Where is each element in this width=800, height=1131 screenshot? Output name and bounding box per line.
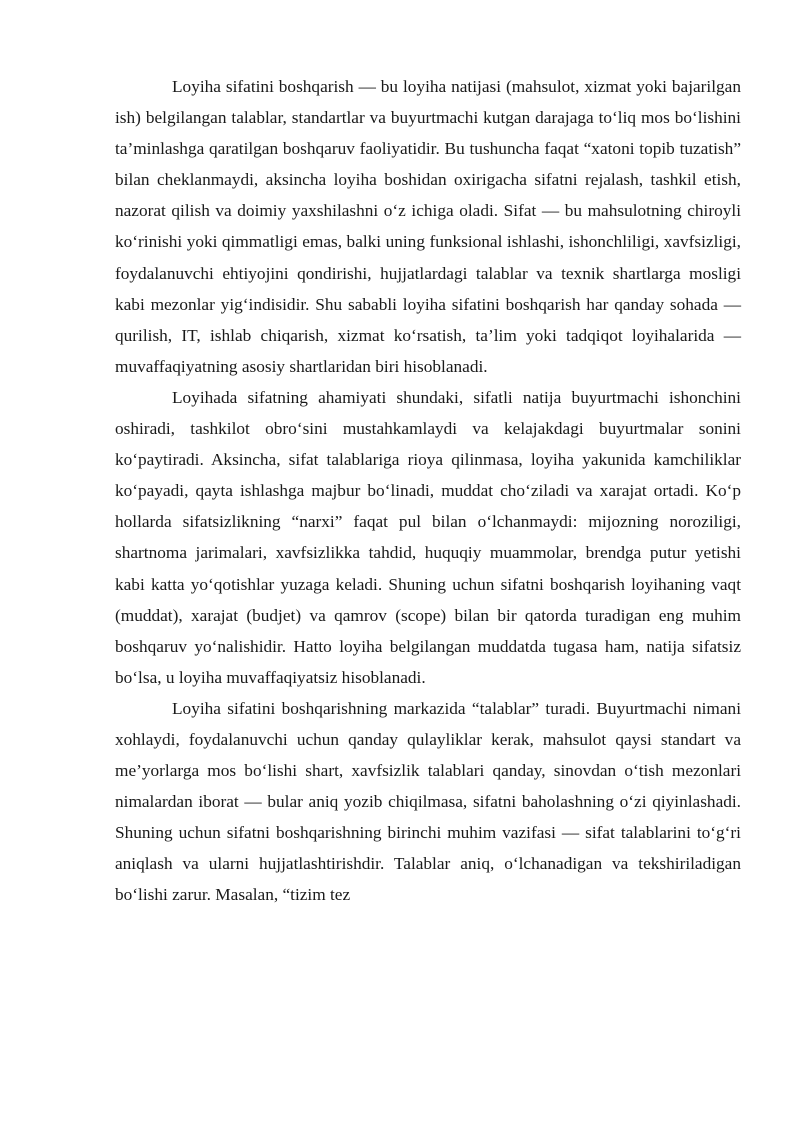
paragraph-requirements: Loyiha sifatini boshqarishning markazida “talablar” turadi. Buyurtmachi nimani xohlaydi, foydalanuvchi uchun qanday qulayliklar kerak, mahsulot qaysi standart va me’yorlarga mos bo‘lishi shart, xavfsizlik talablari qanday, sinovdan o‘tish mezonlari nimalardan iborat — bular aniq yozib chiqilmasa, sifatni baholashning o‘zi qiyinlashadi. Shuning uchun sifatni boshqarishning birinchi muhim vazifasi — sifat talablarini to‘g‘ri aniqlash va ularni hujjatlashtirishdir. Talablar aniq, o‘lchanadigan va tekshiriladigan bo‘lishi zarur. Masalan, “tizim tez	[115, 698, 741, 905]
document-body	[115, 71, 741, 911]
paragraph-quality-management-definition: Loyiha sifatini boshqarish — bu loyiha natijasi (mahsulot, xizmat yoki bajarilgan ish) belgilangan talablar, standartlar va buyurtmachi kutgan darajaga to‘liq mos bo‘lishini ta’minlashga qaratilgan boshqaruv faoliyatidir. Bu tushuncha faqat “xatoni topib tuzatish” bilan cheklanmaydi, aksincha loyiha boshidan oxirigacha sifatni rejalash, tashkil etish, nazorat qilish va doimiy yaxshilashni o‘z ichiga oladi. Sifat — bu mahsulotning chiroyli ko‘rinishi yoki qimmatligi emas, balki uning funksional ishlashi, ishonchliligi, xavfsizligi, foydalanuvchi ehtiyojini qondirishi, hujjatlardagi talablar va texnik shartlarga mosligi kabi mezonlar yig‘indisidir. Shu sababli loyiha sifatini boshqarish har qanday sohada — qurilish, IT, ishlab chiqarish, xizmat ko‘rsatish, ta’lim yoki tadqiqot loyihalarida — muvaffaqiyatning asosiy shartlaridan biri hisoblanadi.	[115, 77, 741, 376]
paragraph-quality-importance: Loyihada sifatning ahamiyati shundaki, sifatli natija buyurtmachi ishonchini oshiradi, tashkilot obro‘sini mustahkamlaydi va kelajakdagi buyurtmalar sonini ko‘paytiradi. Aksincha, sifat talablariga rioya qilinmasa, loyiha yakunida kamchiliklar ko‘payadi, qayta ishlashga majbur bo‘linadi, muddat cho‘ziladi va xarajat ortadi. Ko‘p hollarda sifatsizlikning “narxi” faqat pul bilan o‘lchanmaydi: mijozning noroziligi, shartnoma jarimalari, xavfsizlikka tahdid, huquqiy muammolar, brendga putur yetishi kabi katta yo‘qotishlar yuzaga keladi. Shuning uchun sifatni boshqarish loyihaning vaqt (muddat), xarajat (budjet) va qamrov (scope) bilan bir qatorda turadigan eng muhim boshqaruv yo‘nalishidir. Hatto loyiha belgilangan muddatda tugasa ham, natija sifatsiz bo‘lsa, u loyiha muvaffaqiyatsiz hisoblanadi.	[115, 387, 741, 687]
